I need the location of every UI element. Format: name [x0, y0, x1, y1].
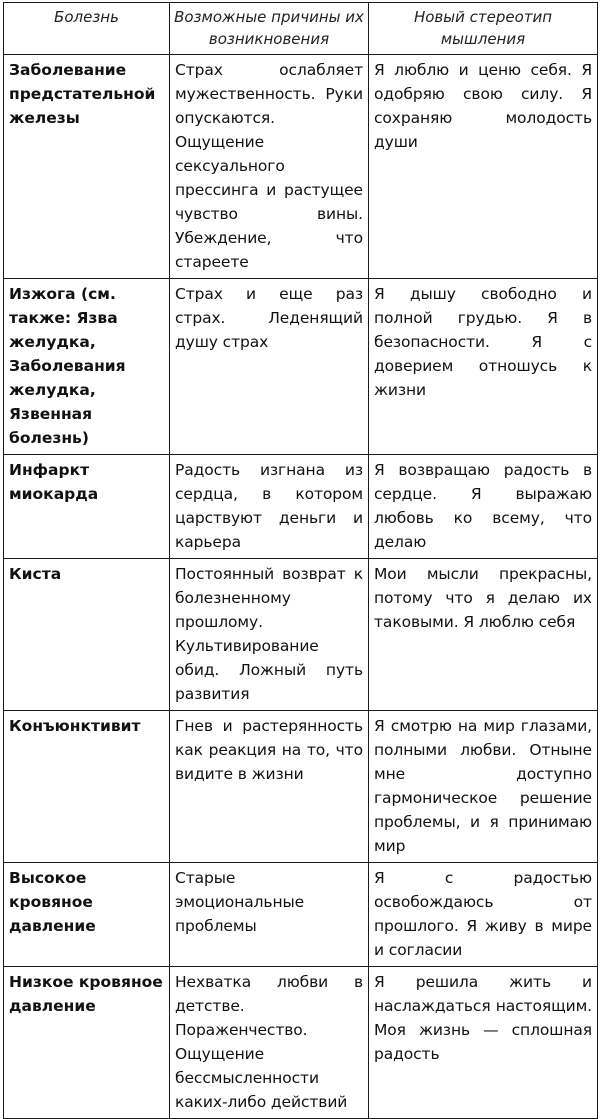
pattern-cell: Мои мысли прекрасны, потому что я делаю их таковыми. Я люблю себя	[369, 559, 598, 711]
pattern-cell: Я дышу свободно и полной грудью. Я в безопасности. Я с доверием отношусь к жизни	[369, 279, 598, 455]
disease-cell: Изжога (см. также: Язва желудка, Заболевания желудка, Язвенная болезнь)	[4, 279, 170, 455]
table-row	[4, 559, 598, 711]
pattern-cell: Я решила жить и наслаждаться настоящим. Моя жизнь — сплошная радость	[369, 967, 598, 1119]
cause-cell: Гнев и растерянность как реакция на то, что видите в жизни	[170, 711, 369, 863]
cause-cell: Страх и еще раз страх. Леденящий душу страх	[170, 279, 369, 455]
table-row	[4, 279, 598, 455]
header-row	[4, 3, 598, 55]
pattern-cell: Я с радостью освобождаюсь от прошлого. Я живу в мире и согласии	[369, 863, 598, 967]
disease-cell: Заболевание предстательной железы	[4, 55, 170, 279]
table-row	[4, 967, 598, 1119]
cause-cell: Постоянный возврат к болезненному прошлому. Культивирование обид. Ложный путь развития	[170, 559, 369, 711]
disease-cell: Низкое кровяное давление	[4, 967, 170, 1119]
pattern-cell: Я люблю и ценю себя. Я одобряю свою силу. Я сохраняю молодость души	[369, 55, 598, 279]
pattern-cell: Я смотрю на мир глазами, полными любви. Отныне мне доступно гармоническое решение проблемы, и я принимаю мир	[369, 711, 598, 863]
table-body	[4, 55, 598, 1119]
table-header	[4, 3, 598, 55]
cause-cell: Нехватка любви в детстве. Пораженчество. Ощущение бессмысленности каких-либо действий	[170, 967, 369, 1119]
header-causes: Возможные причины их возникновения	[170, 3, 369, 55]
disease-cell: Инфаркт миокарда	[4, 455, 170, 559]
header-disease: Болезнь	[4, 3, 170, 55]
disease-cell: Конъюнктивит	[4, 711, 170, 863]
table-row	[4, 863, 598, 967]
table-row	[4, 711, 598, 863]
disease-cell: Высокое кровяное давление	[4, 863, 170, 967]
table-row	[4, 55, 598, 279]
disease-cell: Киста	[4, 559, 170, 711]
pattern-cell: Я возвращаю радость в сердце. Я выражаю любовь ко всему, что делаю	[369, 455, 598, 559]
table-row	[4, 455, 598, 559]
header-new-pattern: Новый стереотип мышления	[369, 3, 598, 55]
cause-cell: Страх ослабляет мужественность. Руки опускаются. Ощущение сексуального прессинга и растущее чувство вины. Убеждение, что стареете	[170, 55, 369, 279]
disease-table	[3, 2, 598, 1119]
cause-cell: Старые эмоциональные проблемы	[170, 863, 369, 967]
cause-cell: Радость изгнана из сердца, в котором царствуют деньги и карьера	[170, 455, 369, 559]
